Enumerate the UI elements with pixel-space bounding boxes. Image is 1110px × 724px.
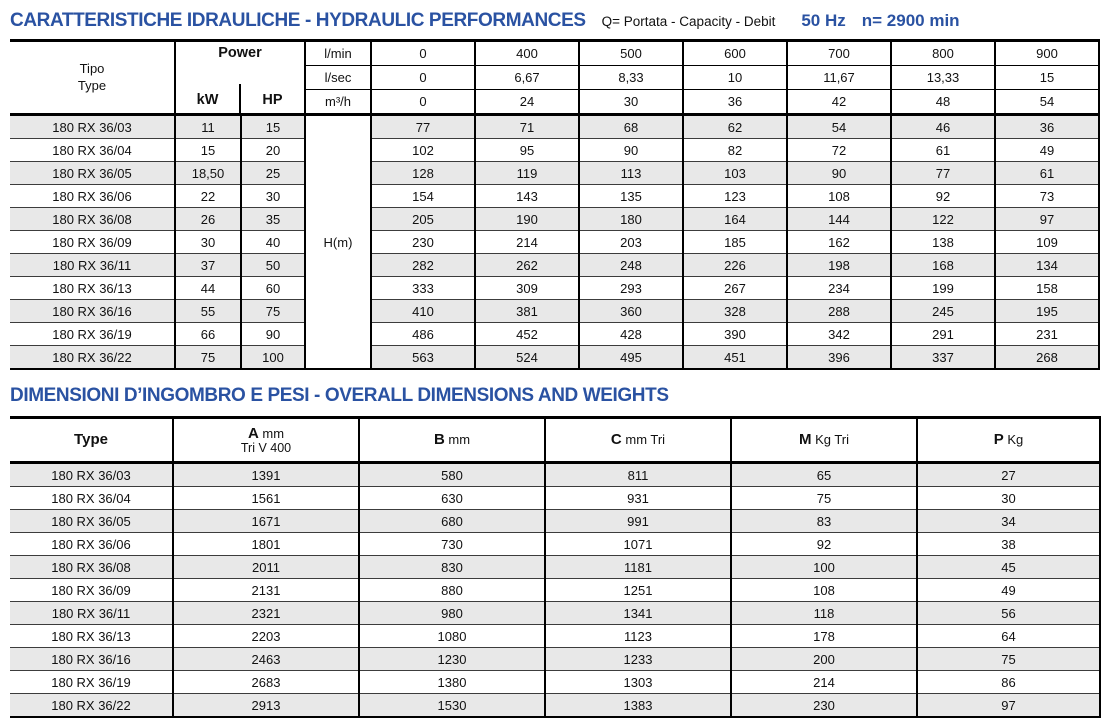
dimension-value: 580	[359, 463, 545, 487]
hydraulic-performance-table	[10, 39, 1100, 370]
dimension-value: 1530	[359, 694, 545, 718]
dimension-value: 83	[731, 510, 917, 533]
column-header-main	[732, 431, 916, 448]
dimension-value: 2203	[173, 625, 359, 648]
pump-type: 180 RX 36/09	[10, 231, 175, 254]
head-value: 328	[683, 300, 787, 323]
speed-label: n= 2900 min	[861, 11, 960, 30]
head-value: 234	[787, 277, 891, 300]
column-letter: M	[798, 431, 812, 449]
head-value: 268	[995, 346, 1099, 370]
dimension-value: 100	[731, 556, 917, 579]
dimension-value: 38	[917, 533, 1100, 556]
hydraulic-row	[10, 323, 1099, 346]
hydraulic-row	[10, 277, 1099, 300]
head-value: 73	[995, 185, 1099, 208]
head-value: 46	[891, 115, 995, 139]
dimension-value: 1251	[545, 579, 731, 602]
kw-value: 18,50	[175, 162, 241, 185]
hydraulic-row	[10, 185, 1099, 208]
flow-value: 36	[683, 90, 787, 115]
dimension-value: 630	[359, 487, 545, 510]
dimension-value: 2131	[173, 579, 359, 602]
dimensions-row	[10, 671, 1100, 694]
dimension-value: 178	[731, 625, 917, 648]
column-letter: B	[433, 431, 445, 449]
head-value: 77	[891, 162, 995, 185]
head-value: 282	[371, 254, 475, 277]
head-value: 337	[891, 346, 995, 370]
head-value: 134	[995, 254, 1099, 277]
hp-value: 30	[241, 185, 305, 208]
column-letter: A	[247, 424, 259, 442]
dimension-value: 811	[545, 463, 731, 487]
flow-value: 24	[475, 90, 579, 115]
head-value: 90	[579, 139, 683, 162]
dimension-value: 75	[917, 648, 1100, 671]
head-value: 158	[995, 277, 1099, 300]
head-value: 122	[891, 208, 995, 231]
head-value: 135	[579, 185, 683, 208]
head-value: 198	[787, 254, 891, 277]
dimension-value: 1233	[545, 648, 731, 671]
dimension-value: 1801	[173, 533, 359, 556]
dimension-value: 2913	[173, 694, 359, 718]
head-value: 230	[371, 231, 475, 254]
column-unit: mm Tri	[621, 432, 666, 448]
frequency-label: 50 Hz	[801, 11, 846, 30]
dimensions-row	[10, 510, 1100, 533]
hp-label: HP	[239, 84, 304, 115]
pump-type: 180 RX 36/19	[10, 671, 173, 694]
hydraulic-row	[10, 231, 1099, 254]
dimension-value: 92	[731, 533, 917, 556]
type-label: Type	[77, 77, 107, 93]
power-units-row	[176, 84, 304, 115]
dimension-value: 1071	[545, 533, 731, 556]
hydraulic-section-header	[10, 10, 1100, 32]
dimension-value: 2321	[173, 602, 359, 625]
dimensions-row	[10, 694, 1100, 718]
pump-type: 180 RX 36/22	[10, 694, 173, 718]
head-value: 288	[787, 300, 891, 323]
tipo-label: Tipo	[79, 60, 105, 76]
head-value: 495	[579, 346, 683, 370]
dimension-value: 108	[731, 579, 917, 602]
head-value: 162	[787, 231, 891, 254]
head-value: 143	[475, 185, 579, 208]
dimension-value: 830	[359, 556, 545, 579]
dimension-value: 27	[917, 463, 1100, 487]
dimensions-row	[10, 625, 1100, 648]
kw-value: 30	[175, 231, 241, 254]
head-value: 154	[371, 185, 475, 208]
pump-type: 180 RX 36/04	[10, 139, 175, 162]
hp-value: 40	[241, 231, 305, 254]
dimensions-row	[10, 579, 1100, 602]
head-value: 226	[683, 254, 787, 277]
column-header-main	[360, 431, 544, 448]
dimensions-row	[10, 556, 1100, 579]
flow-header-row	[10, 41, 1099, 66]
pump-type: 180 RX 36/03	[10, 115, 175, 139]
dimension-value: 86	[917, 671, 1100, 694]
dimension-value: 230	[731, 694, 917, 718]
flow-legend: Q= Portata - Capacity - Debit	[601, 14, 776, 29]
head-value: 109	[995, 231, 1099, 254]
flow-value: 30	[579, 90, 683, 115]
flow-value: 48	[891, 90, 995, 115]
dimension-value: 49	[917, 579, 1100, 602]
dimensions-column-header	[917, 418, 1100, 463]
flow-value: 13,33	[891, 66, 995, 90]
dimension-value: 200	[731, 648, 917, 671]
pump-type: 180 RX 36/06	[10, 185, 175, 208]
pump-type: 180 RX 36/22	[10, 346, 175, 370]
power-header-wrap	[176, 41, 304, 115]
flow-value: 15	[995, 66, 1099, 90]
head-value: 486	[371, 323, 475, 346]
tipo-type-header	[10, 41, 175, 115]
head-value: 309	[475, 277, 579, 300]
kw-value: 44	[175, 277, 241, 300]
head-value: 138	[891, 231, 995, 254]
column-unit: mm	[258, 425, 285, 441]
head-value: 428	[579, 323, 683, 346]
dimension-value: 980	[359, 602, 545, 625]
column-unit: Kg	[1003, 432, 1024, 448]
dimension-value: 97	[917, 694, 1100, 718]
dimension-value: 730	[359, 533, 545, 556]
dimensions-header-row	[10, 418, 1100, 463]
head-value: 123	[683, 185, 787, 208]
head-value: 231	[995, 323, 1099, 346]
flow-value: 900	[995, 41, 1099, 66]
head-value: 71	[475, 115, 579, 139]
hp-value: 25	[241, 162, 305, 185]
pump-type: 180 RX 36/08	[10, 208, 175, 231]
dimension-value: 30	[917, 487, 1100, 510]
flow-value: 0	[371, 41, 475, 66]
head-value: 451	[683, 346, 787, 370]
pump-type: 180 RX 36/08	[10, 556, 173, 579]
head-value: 203	[579, 231, 683, 254]
head-value: 113	[579, 162, 683, 185]
hydraulic-title: CARATTERISTICHE IDRAULICHE - HYDRAULIC PERFORMANCES	[10, 10, 586, 31]
dimension-value: 1303	[545, 671, 731, 694]
flow-value: 11,67	[787, 66, 891, 90]
dimension-value: 1671	[173, 510, 359, 533]
head-value: 144	[787, 208, 891, 231]
pump-type: 180 RX 36/16	[10, 300, 175, 323]
dimension-value: 1391	[173, 463, 359, 487]
power-header	[175, 41, 305, 115]
kw-value: 11	[175, 115, 241, 139]
dimensions-row	[10, 463, 1100, 487]
dimensions-row	[10, 533, 1100, 556]
head-value: 119	[475, 162, 579, 185]
flow-value: 42	[787, 90, 891, 115]
kw-value: 15	[175, 139, 241, 162]
column-header-main	[10, 431, 172, 448]
head-value: 267	[683, 277, 787, 300]
dimension-value: 2683	[173, 671, 359, 694]
column-header-main	[546, 431, 730, 448]
head-value: 195	[995, 300, 1099, 323]
flow-unit-label: m³/h	[305, 90, 371, 115]
hydraulic-row	[10, 300, 1099, 323]
dimension-value: 214	[731, 671, 917, 694]
head-value: 168	[891, 254, 995, 277]
flow-value: 10	[683, 66, 787, 90]
dimension-value: 931	[545, 487, 731, 510]
hydraulic-row	[10, 162, 1099, 185]
head-value: 563	[371, 346, 475, 370]
head-value: 77	[371, 115, 475, 139]
column-header-main	[918, 431, 1099, 448]
hp-value: 15	[241, 115, 305, 139]
dimension-value: 34	[917, 510, 1100, 533]
head-value: 262	[475, 254, 579, 277]
pump-type: 180 RX 36/11	[10, 602, 173, 625]
hp-value: 100	[241, 346, 305, 370]
hydraulic-row	[10, 115, 1099, 139]
column-letter: C	[610, 431, 622, 449]
kw-value: 37	[175, 254, 241, 277]
head-value: 49	[995, 139, 1099, 162]
dimension-value: 680	[359, 510, 545, 533]
head-value: 524	[475, 346, 579, 370]
flow-value: 500	[579, 41, 683, 66]
column-unit: Kg Tri	[811, 432, 850, 448]
kw-label: kW	[196, 91, 219, 108]
head-value: 54	[787, 115, 891, 139]
head-value: 396	[787, 346, 891, 370]
pump-type: 180 RX 36/13	[10, 277, 175, 300]
dimensions-title: DIMENSIONI D’INGOMBRO E PESI - OVERALL DIMENSIONS AND WEIGHTS	[10, 385, 669, 406]
dimension-value: 880	[359, 579, 545, 602]
head-value: 190	[475, 208, 579, 231]
head-value: 245	[891, 300, 995, 323]
head-value: 72	[787, 139, 891, 162]
pump-type: 180 RX 36/05	[10, 510, 173, 533]
head-value: 128	[371, 162, 475, 185]
head-value: 61	[995, 162, 1099, 185]
kw-value: 26	[175, 208, 241, 231]
head-meters-label: H(m)	[305, 115, 371, 370]
dimensions-column-header	[173, 418, 359, 463]
pump-type: 180 RX 36/13	[10, 625, 173, 648]
flow-value: 0	[371, 66, 475, 90]
dimension-value: 45	[917, 556, 1100, 579]
dimensions-row	[10, 487, 1100, 510]
head-value: 62	[683, 115, 787, 139]
kw-value: 75	[175, 346, 241, 370]
dimension-value: 75	[731, 487, 917, 510]
dimension-value: 64	[917, 625, 1100, 648]
dimension-value: 1230	[359, 648, 545, 671]
dimensions-column-header	[731, 418, 917, 463]
head-value: 291	[891, 323, 995, 346]
head-value: 360	[579, 300, 683, 323]
flow-value: 54	[995, 90, 1099, 115]
flow-value: 8,33	[579, 66, 683, 90]
pump-type: 180 RX 36/05	[10, 162, 175, 185]
dimension-value: 991	[545, 510, 731, 533]
hp-value: 75	[241, 300, 305, 323]
head-value: 381	[475, 300, 579, 323]
hp-value: 60	[241, 277, 305, 300]
head-value: 293	[579, 277, 683, 300]
head-value: 95	[475, 139, 579, 162]
head-value: 342	[787, 323, 891, 346]
pump-type: 180 RX 36/11	[10, 254, 175, 277]
head-value: 103	[683, 162, 787, 185]
kw-value: 22	[175, 185, 241, 208]
dimensions-column-header	[10, 418, 173, 463]
dimensions-row	[10, 602, 1100, 625]
head-value: 102	[371, 139, 475, 162]
column-unit: mm	[444, 432, 471, 448]
head-value: 214	[475, 231, 579, 254]
kw-value: 66	[175, 323, 241, 346]
flow-value: 800	[891, 41, 995, 66]
hydraulic-row	[10, 254, 1099, 277]
dimension-value: 118	[731, 602, 917, 625]
head-value: 61	[891, 139, 995, 162]
flow-unit-label: l/min	[305, 41, 371, 66]
hydraulic-row	[10, 208, 1099, 231]
hp-value: 50	[241, 254, 305, 277]
head-value: 248	[579, 254, 683, 277]
pump-type: 180 RX 36/19	[10, 323, 175, 346]
head-value: 90	[787, 162, 891, 185]
hp-value: 20	[241, 139, 305, 162]
dimension-value: 2463	[173, 648, 359, 671]
flow-value: 0	[371, 90, 475, 115]
head-value: 36	[995, 115, 1099, 139]
pump-type: 180 RX 36/16	[10, 648, 173, 671]
flow-value: 6,67	[475, 66, 579, 90]
head-value: 164	[683, 208, 787, 231]
head-value: 92	[891, 185, 995, 208]
pump-type: 180 RX 36/06	[10, 533, 173, 556]
dimension-value: 1181	[545, 556, 731, 579]
column-letter: Type	[74, 431, 108, 449]
dimension-value: 1380	[359, 671, 545, 694]
pump-type: 180 RX 36/04	[10, 487, 173, 510]
dimension-value: 1383	[545, 694, 731, 718]
hydraulic-row	[10, 346, 1099, 370]
dimension-value: 1341	[545, 602, 731, 625]
dimensions-column-header	[545, 418, 731, 463]
head-value: 452	[475, 323, 579, 346]
head-value: 205	[371, 208, 475, 231]
kw-value: 55	[175, 300, 241, 323]
head-value: 180	[579, 208, 683, 231]
pump-type: 180 RX 36/09	[10, 579, 173, 602]
dimension-value: 1561	[173, 487, 359, 510]
dimension-value: 56	[917, 602, 1100, 625]
head-value: 185	[683, 231, 787, 254]
head-value: 333	[371, 277, 475, 300]
flow-value: 700	[787, 41, 891, 66]
dimension-value: 2011	[173, 556, 359, 579]
head-value: 68	[579, 115, 683, 139]
head-value: 390	[683, 323, 787, 346]
hp-value: 35	[241, 208, 305, 231]
dimensions-column-header	[359, 418, 545, 463]
column-header-main	[174, 425, 358, 442]
head-value: 410	[371, 300, 475, 323]
power-label: Power	[218, 44, 262, 61]
dimensions-weights-table	[10, 416, 1101, 718]
hydraulic-row	[10, 139, 1099, 162]
dimension-value: 1123	[545, 625, 731, 648]
flow-value: 400	[475, 41, 579, 66]
head-value: 82	[683, 139, 787, 162]
column-subtitle: Tri V 400	[240, 440, 292, 455]
flow-unit-label: l/sec	[305, 66, 371, 90]
head-value: 108	[787, 185, 891, 208]
head-value: 97	[995, 208, 1099, 231]
dimensions-row	[10, 648, 1100, 671]
pump-type: 180 RX 36/03	[10, 463, 173, 487]
hp-value: 90	[241, 323, 305, 346]
dimension-value: 65	[731, 463, 917, 487]
flow-value: 600	[683, 41, 787, 66]
head-value: 199	[891, 277, 995, 300]
dimension-value: 1080	[359, 625, 545, 648]
column-letter: P	[993, 431, 1004, 449]
